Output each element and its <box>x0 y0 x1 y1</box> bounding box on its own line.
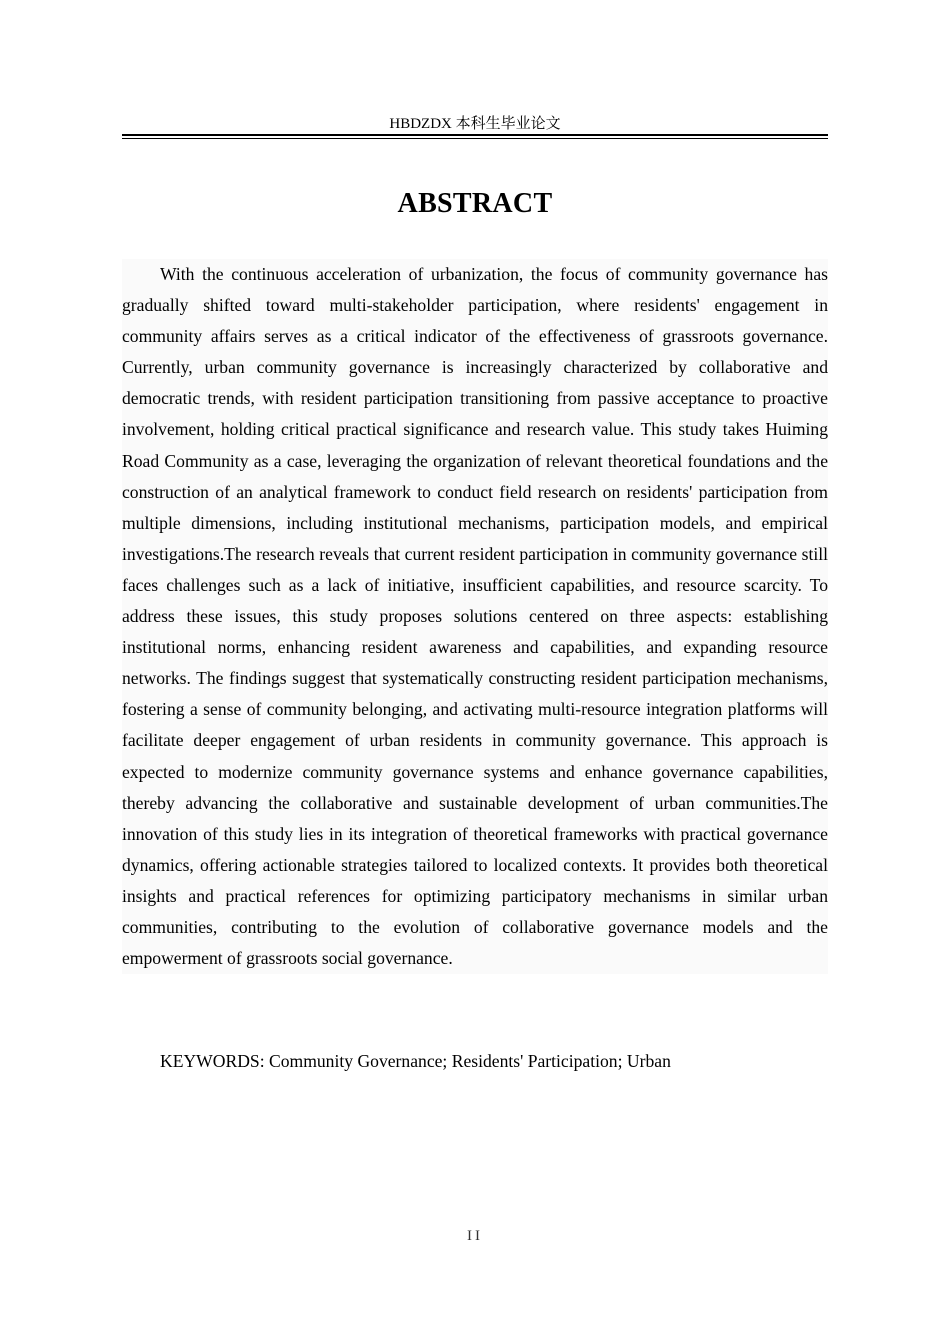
abstract-title: ABSTRACT <box>397 188 553 219</box>
abstract-body: With the continuous acceleration of urbanization, the focus of community governance has gradually shifted toward multi-stakeholder participation, where residents' engagement in community affairs serves as a critical indicator of the effectiveness of grassroots governance. Currently, urban community governance is increasingly characterized by collaborative and democratic trends, with resident participation transitioning from passive acceptance to proactive involvement, holding critical practical significance and research value. This study takes Huiming Road Community as a case, leveraging the organization of relevant theoretical foundations and the construction of an analytical framework to conduct field research on residents' participation from multiple dimensions, including institutional mechanisms, participation models, and empirical investigations.The research reveals that current resident participation in community governance still faces challenges such as a lack of initiative, insufficient capabilities, and resource scarcity. To address these issues, this study proposes solutions centered on three aspects: establishing institutional norms, enhancing resident awareness and capabilities, and expanding resource networks. The findings suggest that systematically constructing resident participation mechanisms, fostering a sense of community belonging, and activating multi-resource integration platforms will facilitate deeper engagement of urban residents in community governance. This approach is expected to modernize community governance systems and enhance governance capabilities, thereby advancing the collaborative and sustainable development of urban communities.The innovation of this study lies in its integration of theoretical frameworks with practical governance dynamics, offering actionable strategies tailored to localized contexts. It provides both theoretical insights and practical references for optimizing participatory mechanisms in similar urban communities, contributing to the evolution of collaborative governance models and the empowerment of grassroots social governance. <box>122 259 828 974</box>
header-rule-thick <box>122 134 828 136</box>
page-number: II <box>467 1228 483 1244</box>
header-rule-thin <box>122 138 828 139</box>
keywords-line: KEYWORDS: Community Governance; Residents' Participation; Urban <box>160 1051 671 1071</box>
running-header: HBDZDX 本科生毕业论文 <box>389 116 561 132</box>
